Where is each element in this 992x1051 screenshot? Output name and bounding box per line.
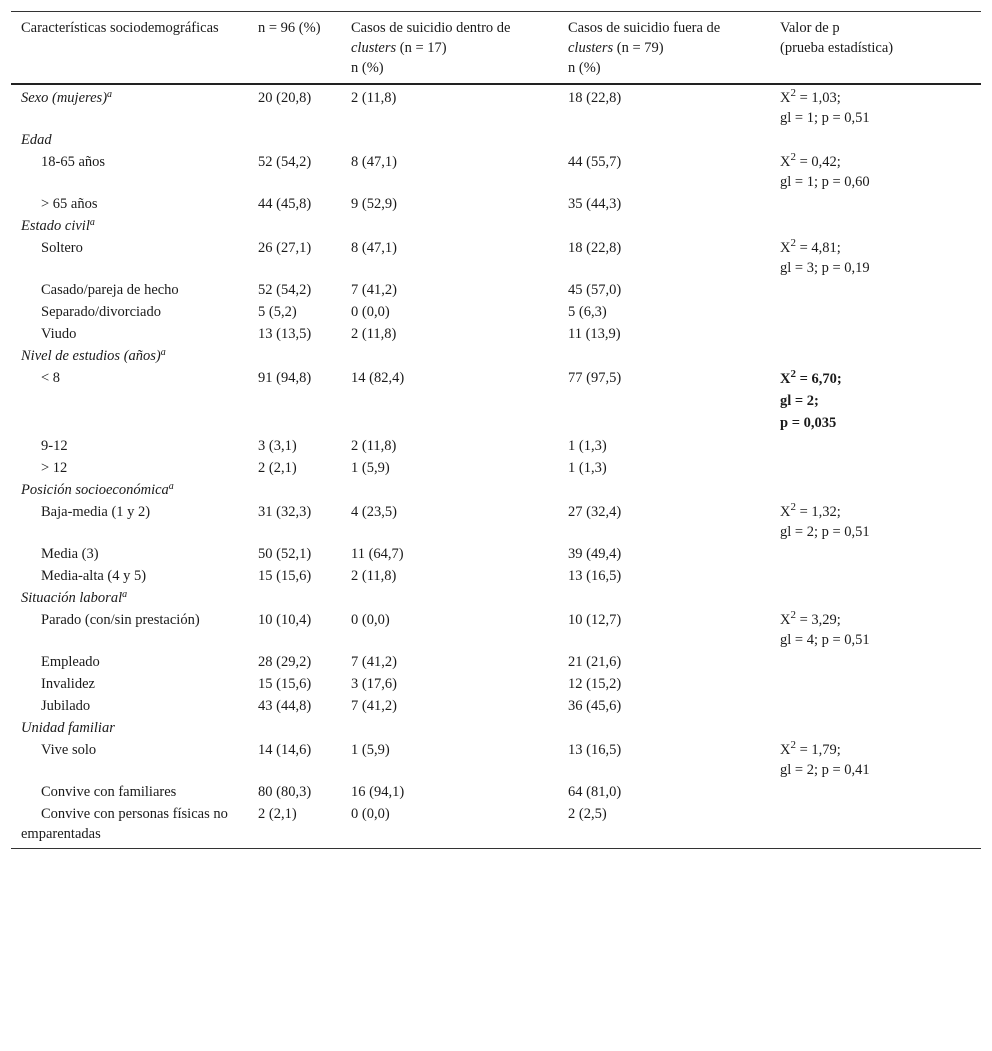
table-row (11, 435, 981, 457)
cell-in-clusters: 4 (23,5) (351, 504, 397, 520)
cell-p-value (770, 565, 981, 587)
df-p-value: gl = 2; p = 0,51 (780, 524, 870, 540)
table-row (11, 673, 981, 695)
chi-symbol: X (780, 154, 791, 170)
chi-exponent: 2 (790, 739, 796, 751)
table-row (11, 279, 981, 301)
footnote-marker: a (89, 217, 95, 228)
row-label: Convive con familiares (41, 784, 177, 800)
cell-in-clusters: 14 (82,4) (351, 370, 405, 386)
chi-value: = 1,32; (799, 504, 841, 520)
cell-in-clusters: 2 (11,8) (351, 326, 397, 342)
chi-exponent: 2 (790, 87, 796, 99)
header-p-value (770, 12, 981, 85)
chi-symbol: X (780, 742, 791, 758)
row-label: Soltero (41, 240, 83, 256)
table-row (11, 565, 981, 587)
header-in-clusters-n: (n = 17) (399, 40, 447, 56)
row-label-text: Sexo (mujeres) (21, 90, 108, 106)
table-row (11, 301, 981, 323)
cell-n: 43 (44,8) (258, 698, 312, 714)
cell-out-clusters: 44 (55,7) (568, 154, 622, 170)
cell-n: 52 (54,2) (258, 154, 312, 170)
df-p-value: gl = 1; p = 0,60 (780, 174, 870, 190)
cell-p-value (770, 543, 981, 565)
section-label (11, 479, 981, 501)
cell-p-value (770, 301, 981, 323)
cell-n: 26 (27,1) (258, 240, 312, 256)
header-in-clusters-text: Casos de suicidio dentro de (351, 20, 511, 36)
row-label: Media-alta (4 y 5) (41, 568, 147, 584)
cell-in-clusters: 0 (0,0) (341, 803, 558, 849)
row-label: Empleado (41, 654, 100, 670)
cell-out-clusters: 13 (16,5) (568, 568, 622, 584)
cell-in-clusters: 1 (5,9) (351, 742, 390, 758)
table-row (11, 695, 981, 717)
row-label: Media (3) (41, 546, 99, 562)
cell-out-clusters: 27 (32,4) (568, 504, 622, 520)
cell-n: 5 (5,2) (258, 304, 297, 320)
header-out-clusters-word: clusters (568, 40, 614, 56)
cell-out-clusters: 21 (21,6) (568, 654, 622, 670)
cell-p-value (770, 739, 981, 781)
cell-out-clusters: 18 (22,8) (568, 90, 622, 106)
table-row (11, 781, 981, 803)
header-p-value-text: Valor de p (780, 20, 840, 36)
table-row (11, 803, 981, 849)
chi-exponent: 2 (790, 368, 796, 380)
chi-symbol: X (780, 371, 791, 387)
section-label: Edad (21, 132, 52, 148)
cell-out-clusters: 13 (16,5) (568, 742, 622, 758)
cell-p-value (770, 609, 981, 651)
cell-in-clusters: 2 (11,8) (351, 438, 397, 454)
row-label: Separado/divorciado (41, 304, 161, 320)
section-label-text: Posición socioeconómica (21, 482, 169, 498)
table-row (11, 193, 981, 215)
cell-p-value (770, 781, 981, 803)
section-row (11, 587, 981, 609)
sociodemographic-table (11, 11, 981, 849)
cell-in-clusters: 8 (47,1) (351, 240, 397, 256)
cell-p-value (770, 695, 981, 717)
cell-in-clusters: 7 (41,2) (351, 698, 397, 714)
row-label: 9-12 (41, 438, 68, 454)
row-label: Parado (con/sin prestación) (41, 612, 200, 628)
section-label (11, 215, 981, 237)
row-label: 18-65 años (41, 154, 106, 170)
row-label: Invalidez (41, 676, 95, 692)
cell-n: 15 (15,6) (258, 676, 312, 692)
section-row (11, 215, 981, 237)
cell-p-value (770, 193, 981, 215)
cell-n: 2 (2,1) (258, 460, 297, 476)
table-row (11, 84, 981, 129)
cell-in-clusters: 0 (0,0) (351, 612, 390, 628)
cell-n: 3 (3,1) (258, 438, 297, 454)
chi-value: = 0,42; (799, 154, 841, 170)
header-in-clusters-unit: n (%) (351, 60, 384, 76)
cell-n: 20 (20,8) (258, 90, 312, 106)
chi-value: = 4,81; (799, 240, 841, 256)
chi-value: = 1,03; (799, 90, 841, 106)
table-body (11, 84, 981, 849)
cell-p-value (770, 457, 981, 479)
cell-in-clusters: 2 (11,8) (351, 568, 397, 584)
table-row (11, 739, 981, 781)
row-label: Casado/pareja de hecho (41, 282, 179, 298)
cell-out-clusters: 2 (2,5) (558, 803, 770, 849)
cell-in-clusters: 3 (17,6) (351, 676, 397, 692)
chi-exponent: 2 (790, 151, 796, 163)
cell-in-clusters: 1 (5,9) (351, 460, 390, 476)
cell-out-clusters: 18 (22,8) (568, 240, 622, 256)
header-out-clusters (558, 12, 770, 85)
cell-p-value (770, 151, 981, 193)
header-characteristics: Características sociodemográficas (11, 12, 248, 85)
chi-exponent: 2 (790, 237, 796, 249)
header-in-clusters-word: clusters (351, 40, 397, 56)
table-row (11, 543, 981, 565)
cell-p-value (770, 237, 981, 279)
section-row (11, 717, 981, 739)
df-value: gl = 2; (780, 393, 819, 409)
table-row (11, 367, 981, 435)
table-row (11, 323, 981, 345)
cell-p-value (770, 84, 981, 129)
row-label: Viudo (41, 326, 77, 342)
cell-out-clusters: 10 (12,7) (568, 612, 622, 628)
cell-p-value (770, 651, 981, 673)
cell-out-clusters: 1 (1,3) (568, 460, 607, 476)
row-label: Baja-media (1 y 2) (41, 504, 151, 520)
chi-value: = 3,29; (799, 612, 841, 628)
table-header (11, 12, 981, 85)
table-row (11, 651, 981, 673)
row-label: Vive solo (41, 742, 97, 758)
cell-n: 2 (2,1) (248, 803, 341, 849)
p-value: p = 0,035 (780, 415, 837, 431)
cell-in-clusters: 2 (11,8) (351, 90, 397, 106)
chi-value: = 6,70; (799, 371, 842, 387)
cell-n: 28 (29,2) (258, 654, 312, 670)
row-label: < 8 (41, 370, 61, 386)
section-label-text: Nivel de estudios (años) (21, 348, 161, 364)
cell-p-value (770, 323, 981, 345)
cell-out-clusters: 35 (44,3) (568, 196, 622, 212)
cell-n: 14 (14,6) (258, 742, 312, 758)
header-in-clusters (341, 12, 558, 85)
cell-n: 52 (54,2) (258, 282, 312, 298)
header-n: n = 96 (%) (248, 12, 341, 85)
cell-out-clusters: 77 (97,5) (568, 370, 622, 386)
row-label: > 65 años (41, 196, 98, 212)
df-p-value: gl = 4; p = 0,51 (780, 632, 870, 648)
cell-n: 80 (80,3) (258, 784, 312, 800)
cell-p-value (770, 501, 981, 543)
table-row (11, 501, 981, 543)
cell-n: 15 (15,6) (258, 568, 312, 584)
cell-in-clusters: 9 (52,9) (351, 196, 397, 212)
cell-out-clusters: 64 (81,0) (568, 784, 622, 800)
chi-symbol: X (780, 504, 791, 520)
df-p-value: gl = 2; p = 0,41 (780, 762, 870, 778)
cell-p-value (770, 803, 981, 849)
footnote-marker: a (107, 89, 113, 100)
table-row (11, 237, 981, 279)
table-row (11, 151, 981, 193)
sociodemographic-table-container (11, 11, 981, 849)
cell-p-value-significant (770, 367, 981, 435)
row-label: Convive con personas físicas no emparentadas (11, 803, 248, 849)
footnote-marker: a (160, 347, 166, 358)
section-row (11, 479, 981, 501)
cell-out-clusters: 1 (1,3) (568, 438, 607, 454)
cell-p-value (770, 673, 981, 695)
cell-p-value (770, 435, 981, 457)
cell-p-value (770, 279, 981, 301)
cell-in-clusters: 11 (64,7) (351, 546, 404, 562)
cell-in-clusters: 7 (41,2) (351, 654, 397, 670)
cell-n: 10 (10,4) (258, 612, 312, 628)
chi-value: = 1,79; (799, 742, 841, 758)
cell-out-clusters: 45 (57,0) (568, 282, 622, 298)
cell-out-clusters: 39 (49,4) (568, 546, 622, 562)
chi-exponent: 2 (790, 609, 796, 621)
cell-n: 44 (45,8) (258, 196, 312, 212)
row-label: Jubilado (41, 698, 91, 714)
cell-n: 31 (32,3) (258, 504, 312, 520)
section-label-text: Estado civil (21, 218, 90, 234)
section-label (11, 345, 981, 367)
cell-n: 13 (13,5) (258, 326, 312, 342)
chi-symbol: X (780, 612, 791, 628)
section-label-text: Situación laboral (21, 590, 123, 606)
section-row (11, 129, 981, 151)
cell-in-clusters: 8 (47,1) (351, 154, 397, 170)
chi-exponent: 2 (790, 501, 796, 513)
section-label (11, 587, 981, 609)
table-row (11, 609, 981, 651)
cell-n: 50 (52,1) (258, 546, 312, 562)
cell-out-clusters: 11 (13,9) (568, 326, 621, 342)
cell-in-clusters: 7 (41,2) (351, 282, 397, 298)
header-p-value-test: (prueba estadística) (780, 40, 894, 56)
chi-symbol: X (780, 90, 791, 106)
cell-n: 91 (94,8) (258, 370, 312, 386)
row-label (11, 84, 248, 129)
df-p-value: gl = 1; p = 0,51 (780, 110, 870, 126)
cell-in-clusters: 0 (0,0) (351, 304, 390, 320)
cell-out-clusters: 12 (15,2) (568, 676, 622, 692)
cell-out-clusters: 5 (6,3) (568, 304, 607, 320)
df-p-value: gl = 3; p = 0,19 (780, 260, 870, 276)
section-label: Unidad familiar (21, 720, 115, 736)
cell-in-clusters: 16 (94,1) (351, 784, 405, 800)
header-out-clusters-n: (n = 79) (616, 40, 664, 56)
row-label: > 12 (41, 460, 68, 476)
footnote-marker: a (122, 589, 128, 600)
footnote-marker: a (168, 481, 174, 492)
header-out-clusters-unit: n (%) (568, 60, 601, 76)
section-row (11, 345, 981, 367)
header-out-clusters-text: Casos de suicidio fuera de (568, 20, 721, 36)
cell-out-clusters: 36 (45,6) (568, 698, 622, 714)
table-row (11, 457, 981, 479)
chi-symbol: X (780, 240, 791, 256)
